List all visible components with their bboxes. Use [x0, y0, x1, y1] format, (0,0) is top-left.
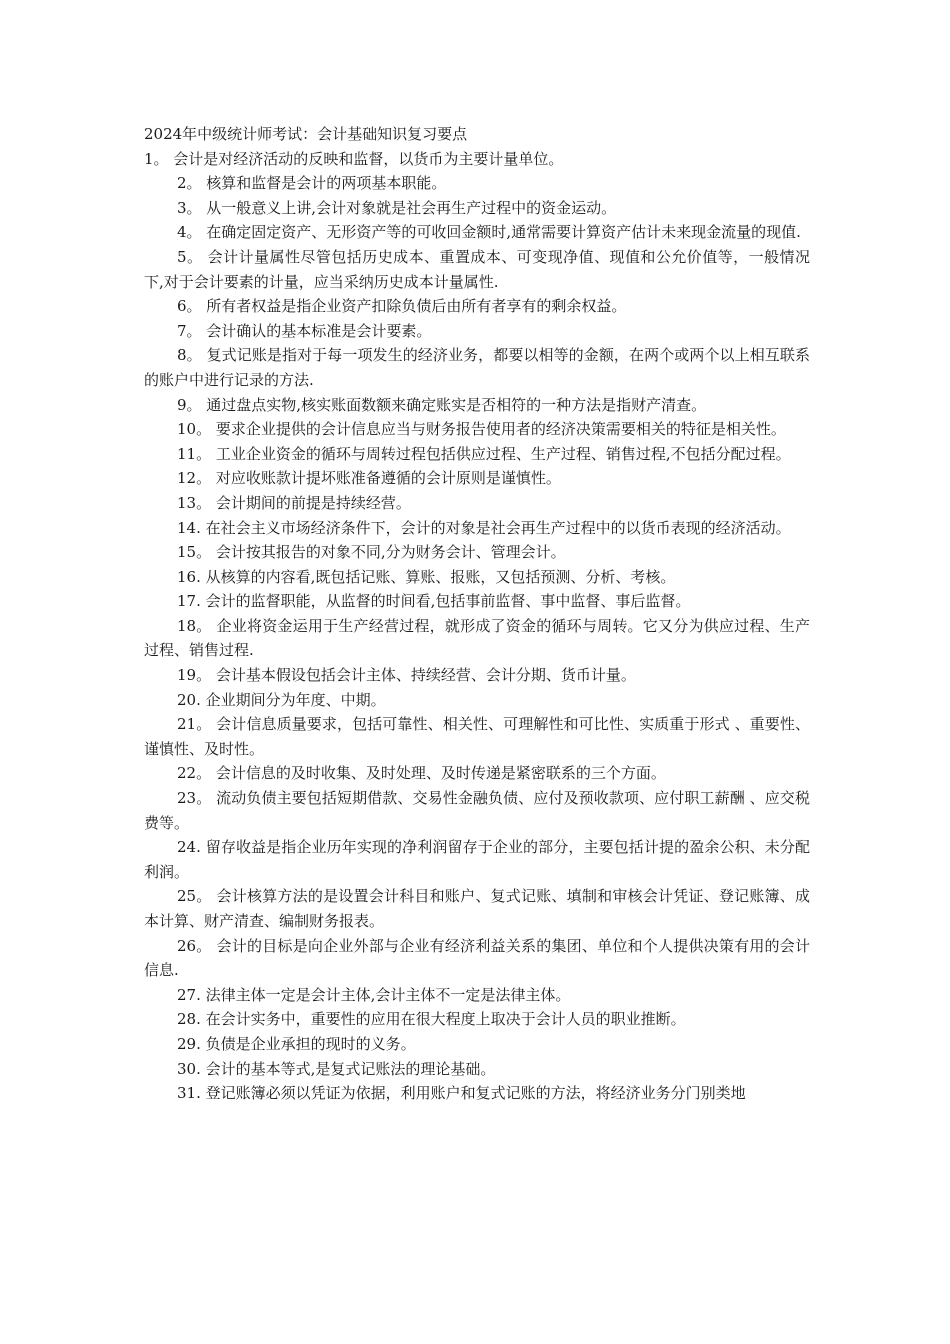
list-item: 18。 企业将资金运用于生产经营过程，就形成了资金的循环与周转。它又分为供应过程、生产过程、销售过程.	[144, 616, 810, 660]
list-item: 5。 会计计量属性尽管包括历史成本、重置成本、可变现净值、现值和公允价值等，一般情况下,对于会计要素的计量，应当采纳历史成本计量属性.	[144, 247, 810, 291]
list-item: 19。 会计基本假设包括会计主体、持续经营、会计分期、货币计量。	[177, 666, 636, 685]
document-title: 2024年中级统计师考试：会计基础知识复习要点	[144, 125, 468, 143]
list-item: 20. 企业期间分为年度、中期。	[177, 690, 386, 709]
list-item: 16. 从核算的内容看,既包括记账、算账、报账，又包括预测、分析、考核。	[177, 567, 676, 586]
list-item: 12。 对应收账款计提坏账准备遵循的会计原则是谨慎性。	[177, 469, 561, 488]
list-item: 11。 工业企业资金的循环与周转过程包括供应过程、生产过程、销售过程,不包括分配过程。	[177, 444, 791, 463]
list-item: 15。 会计按其报告的对象不同,分为财务会计、管理会计。	[177, 543, 566, 562]
list-item: 8。 复式记账是指对于每一项发生的经济业务，都要以相等的金额，在两个或两个以上相互联系的账户中进行记录的方法.	[144, 346, 810, 389]
list-item: 6。 所有者权益是指企业资产扣除负债后由所有者享有的剩余权益。	[177, 297, 627, 316]
list-item: 13。 会计期间的前提是持续经营。	[177, 493, 411, 512]
list-item: 27. 法律主体一定是会计主体,会计主体不一定是法律主体。	[177, 985, 571, 1004]
list-item: 2。 核算和监督是会计的两项基本职能。	[177, 174, 447, 193]
list-item: 17. 会计的监督职能，从监督的时间看,包括事前监督、事中监督、事后监督。	[177, 592, 691, 611]
list-item: 26。 会计的目标是向企业外部与企业有经济利益关系的集团、单位和个人提供决策有用的会计信息.	[144, 936, 810, 980]
list-item: 14. 在社会主义市场经济条件下，会计的对象是社会再生产过程中的以货币表现的经济活动。	[177, 518, 791, 537]
list-item: 21。 会计信息质量要求，包括可靠性、相关性、可理解性和可比性、实质重于形式 、重要性、谨慎性、及时性。	[144, 715, 810, 758]
list-item: 4。 在确定固定资产、无形资产等的可收回金额时,通常需要计算资产估计未来现金流量的现值.	[177, 223, 801, 242]
document-body	[144, 147, 810, 1106]
list-item: 30. 会计的基本等式,是复式记账法的理论基础。	[177, 1059, 496, 1078]
list-item: 28. 在会计实务中，重要性的应用在很大程度上取决于会计人员的职业推断。	[177, 1010, 686, 1029]
list-item: 24. 留存收益是指企业历年实现的净利润留存于企业的部分，主要包括计提的盈余公积、未分配利润。	[144, 838, 810, 881]
list-item: 10。 要求企业提供的会计信息应当与财务报告使用者的经济决策需要相关的特征是相关性。	[177, 420, 786, 439]
list-item: 23。 流动负债主要包括短期借款、交易性金融负债、应付及预收款项、应付职工薪酬 、应交税费等。	[144, 789, 810, 832]
list-item: 25。 会计核算方法的是设置会计科目和账户、复式记账、填制和审核会计凭证、登记账簿、成本计算、财产清查、编制财务报表。	[144, 887, 810, 930]
list-item: 22。 会计信息的及时收集、及时处理、及时传递是紧密联系的三个方面。	[177, 764, 666, 783]
list-item: 9。 通过盘点实物,核实账面数额来确定账实是否相符的一种方法是指财产清查。	[177, 395, 707, 414]
list-item: 3。 从一般意义上讲,会计对象就是社会再生产过程中的资金运动。	[177, 198, 617, 217]
list-item: 1。 会计是对经济活动的反映和监督，以货币为主要计量单位。	[144, 149, 564, 168]
list-item: 31. 登记账簿必须以凭证为依据，利用账户和复式记账的方法，将经济业务分门别类地	[177, 1084, 746, 1103]
list-item: 29. 负债是企业承担的现时的义务。	[177, 1034, 416, 1053]
list-item: 7。 会计确认的基本标准是会计要素。	[177, 321, 432, 340]
document-page	[144, 122, 810, 1106]
